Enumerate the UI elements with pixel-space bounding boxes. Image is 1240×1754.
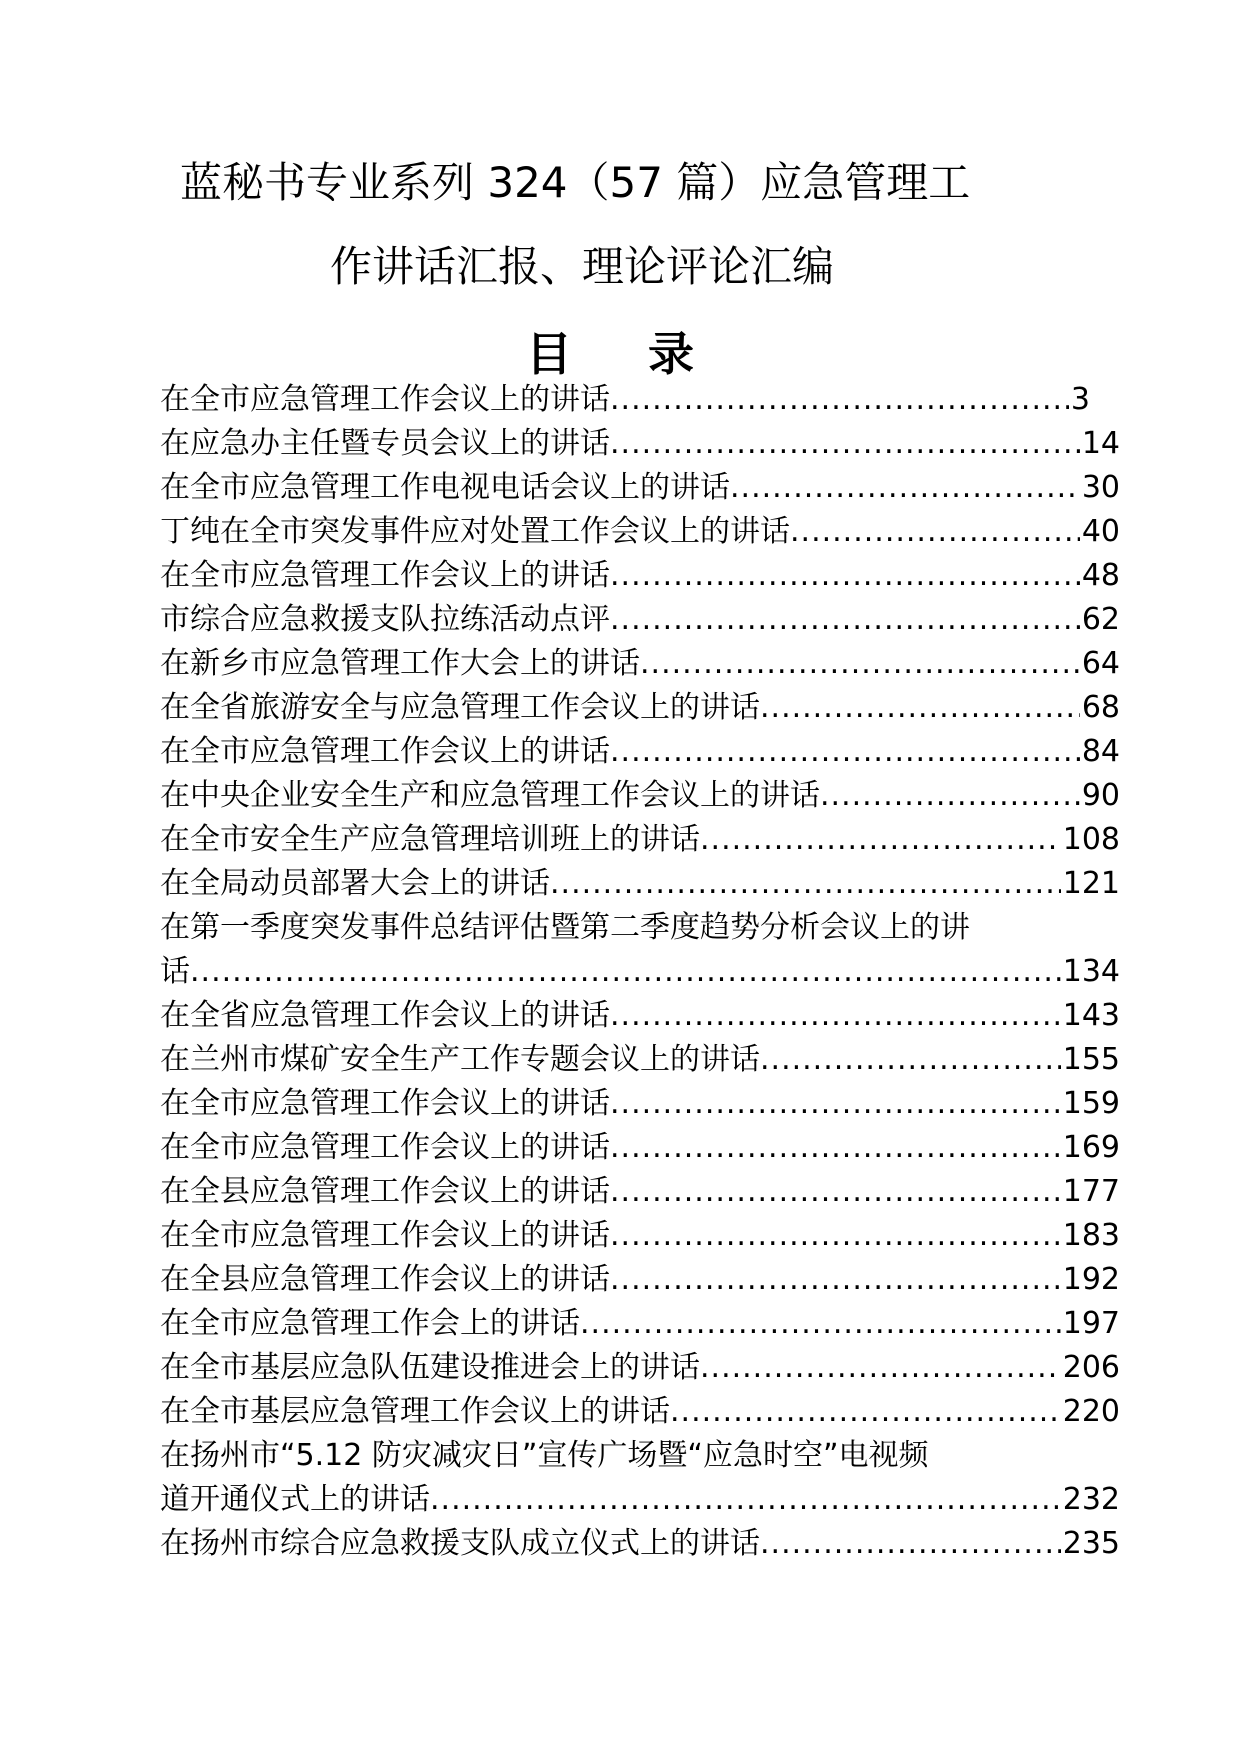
toc-leader-dots [580, 1302, 1061, 1346]
toc-entry-page: 206 [1062, 1350, 1120, 1385]
toc-entry-page: 90 [1081, 778, 1120, 813]
toc-leader-dots [610, 422, 1080, 466]
toc-entry[interactable] [160, 1346, 1120, 1390]
toc-entry-page: 177 [1062, 1174, 1120, 1209]
toc-leader-dots [610, 554, 1080, 598]
toc-entry-page: 134 [1062, 954, 1120, 989]
toc-entry-title: 在应急办主任暨专员会议上的讲话 [160, 426, 610, 461]
toc-entry-title: 在全市应急管理工作电视电话会议上的讲话 [160, 470, 730, 505]
document-title-line1: 蓝秘书专业系列 324（57 篇）应急管理工 [180, 158, 971, 207]
toc-leader-dots [190, 950, 1061, 994]
toc-entry[interactable] [160, 510, 1120, 554]
toc-entry-page: 30 [1081, 470, 1120, 505]
toc-leader-dots [700, 1346, 1061, 1390]
toc-entry-page: 48 [1081, 558, 1120, 593]
toc-entry-title: 在第一季度突发事件总结评估暨第二季度趋势分析会议上的讲 [160, 910, 970, 945]
toc-entry-page: 121 [1062, 866, 1120, 901]
toc-leader-dots [610, 1214, 1061, 1258]
toc-leader-dots [550, 862, 1061, 906]
toc-entry-title: 在扬州市综合应急救援支队成立仪式上的讲话 [160, 1526, 760, 1561]
toc-entry[interactable] [160, 554, 1120, 598]
toc-entry[interactable] [160, 1082, 1120, 1126]
toc-entry[interactable] [160, 422, 1120, 466]
toc-entry[interactable] [160, 1126, 1120, 1170]
toc-leader-dots [760, 1038, 1061, 1082]
toc-entry[interactable] [160, 1170, 1120, 1214]
toc-entry-page: 232 [1062, 1482, 1120, 1517]
toc-entry[interactable] [160, 1258, 1120, 1302]
toc-leader-dots [670, 1390, 1061, 1434]
toc-entry-page: 68 [1081, 690, 1120, 725]
toc-heading: 目 录 [525, 327, 724, 381]
toc-leader-dots [790, 510, 1080, 554]
toc-entry-title: 在全市应急管理工作会议上的讲话 [160, 558, 610, 593]
toc-entry[interactable] [160, 378, 1090, 422]
toc-leader-dots [610, 598, 1080, 642]
toc-leader-dots [610, 730, 1080, 774]
toc-entry-page: 40 [1081, 514, 1120, 549]
toc-entry-title: 在全市安全生产应急管理培训班上的讲话 [160, 822, 700, 857]
toc-entry-title: 在全省旅游安全与应急管理工作会议上的讲话 [160, 690, 760, 725]
toc-entry-title: 在全局动员部署大会上的讲话 [160, 866, 550, 901]
toc-leader-dots [730, 466, 1080, 510]
toc-entry[interactable] [160, 774, 1120, 818]
toc-entry-page: 192 [1062, 1262, 1120, 1297]
toc-leader-dots [430, 1478, 1061, 1522]
toc-entry[interactable] [160, 862, 1120, 906]
toc-entry[interactable] [160, 686, 1120, 730]
toc-entry[interactable] [160, 994, 1120, 1038]
toc-entry-title: 在全县应急管理工作会议上的讲话 [160, 1174, 610, 1209]
document-title-line2: 作讲话汇报、理论评论汇编 [330, 242, 835, 291]
toc-entry-page: 183 [1062, 1218, 1120, 1253]
toc-leader-dots [760, 686, 1080, 730]
toc-entry-page: 197 [1062, 1306, 1120, 1341]
toc-entry-title: 在全市应急管理工作会议上的讲话 [160, 734, 610, 769]
toc-entry-page: 155 [1062, 1042, 1120, 1077]
toc-entry-title: 在全市应急管理工作会议上的讲话 [160, 1218, 610, 1253]
toc-entry-title: 在全省应急管理工作会议上的讲话 [160, 998, 610, 1033]
toc-entry-title: 在中央企业安全生产和应急管理工作会议上的讲话 [160, 778, 820, 813]
toc-entry-title-continued: 话 [160, 954, 190, 989]
toc-entry[interactable] [160, 642, 1120, 686]
toc-entry-page: 235 [1062, 1526, 1120, 1561]
toc-entry-page: 159 [1062, 1086, 1120, 1121]
toc-entry-page: 3 [1070, 382, 1090, 417]
toc-entry-title: 在全市应急管理工作会议上的讲话 [160, 1130, 610, 1165]
toc-leader-dots [610, 1258, 1061, 1302]
toc-entry[interactable] [160, 466, 1120, 510]
toc-entry-title: 在全市应急管理工作会议上的讲话 [160, 1086, 610, 1121]
toc-entry[interactable] [160, 598, 1120, 642]
toc-leader-dots [610, 1126, 1061, 1170]
toc-leader-dots [820, 774, 1080, 818]
toc-entry[interactable] [160, 1434, 1120, 1522]
toc-leader-dots [760, 1522, 1061, 1566]
table-of-contents [160, 378, 1120, 1566]
toc-entry-page: 169 [1062, 1130, 1120, 1165]
toc-leader-dots [700, 818, 1061, 862]
toc-entry-page: 14 [1081, 426, 1120, 461]
toc-entry-title: 在全市基层应急管理工作会议上的讲话 [160, 1394, 670, 1429]
toc-entry[interactable] [160, 906, 1120, 994]
toc-entry[interactable] [160, 1302, 1120, 1346]
toc-entry-page: 62 [1081, 602, 1120, 637]
toc-entry[interactable] [160, 1038, 1120, 1082]
toc-entry-title: 丁纯在全市突发事件应对处置工作会议上的讲话 [160, 514, 790, 549]
toc-entry-page: 220 [1062, 1394, 1120, 1429]
toc-entry-page: 143 [1062, 998, 1120, 1033]
toc-entry-title-continued: 道开通仪式上的讲话 [160, 1482, 430, 1517]
toc-entry-title: 在全市应急管理工作会上的讲话 [160, 1306, 580, 1341]
toc-leader-dots [610, 994, 1061, 1038]
toc-entry[interactable] [160, 1390, 1120, 1434]
toc-entry-title: 在新乡市应急管理工作大会上的讲话 [160, 646, 640, 681]
toc-entry-page: 84 [1081, 734, 1120, 769]
toc-entry-title: 在兰州市煤矿安全生产工作专题会议上的讲话 [160, 1042, 760, 1077]
toc-entry-title: 在全市基层应急队伍建设推进会上的讲话 [160, 1350, 700, 1385]
toc-leader-dots [610, 1082, 1061, 1126]
toc-entry[interactable] [160, 1522, 1120, 1566]
toc-leader-dots [610, 378, 1069, 422]
toc-leader-dots [610, 1170, 1061, 1214]
toc-entry[interactable] [160, 730, 1120, 774]
toc-entry-title: 市综合应急救援支队拉练活动点评 [160, 602, 610, 637]
toc-entry-page: 108 [1062, 822, 1120, 857]
toc-entry-title: 在全市应急管理工作会议上的讲话 [160, 382, 610, 417]
toc-leader-dots [640, 642, 1080, 686]
toc-entry[interactable] [160, 818, 1120, 862]
toc-entry[interactable] [160, 1214, 1120, 1258]
toc-entry-page: 64 [1081, 646, 1120, 681]
toc-entry-title: 在扬州市“5.12 防灾减灾日”宣传广场暨“应急时空”电视频 [160, 1438, 929, 1473]
toc-entry-title: 在全县应急管理工作会议上的讲话 [160, 1262, 610, 1297]
